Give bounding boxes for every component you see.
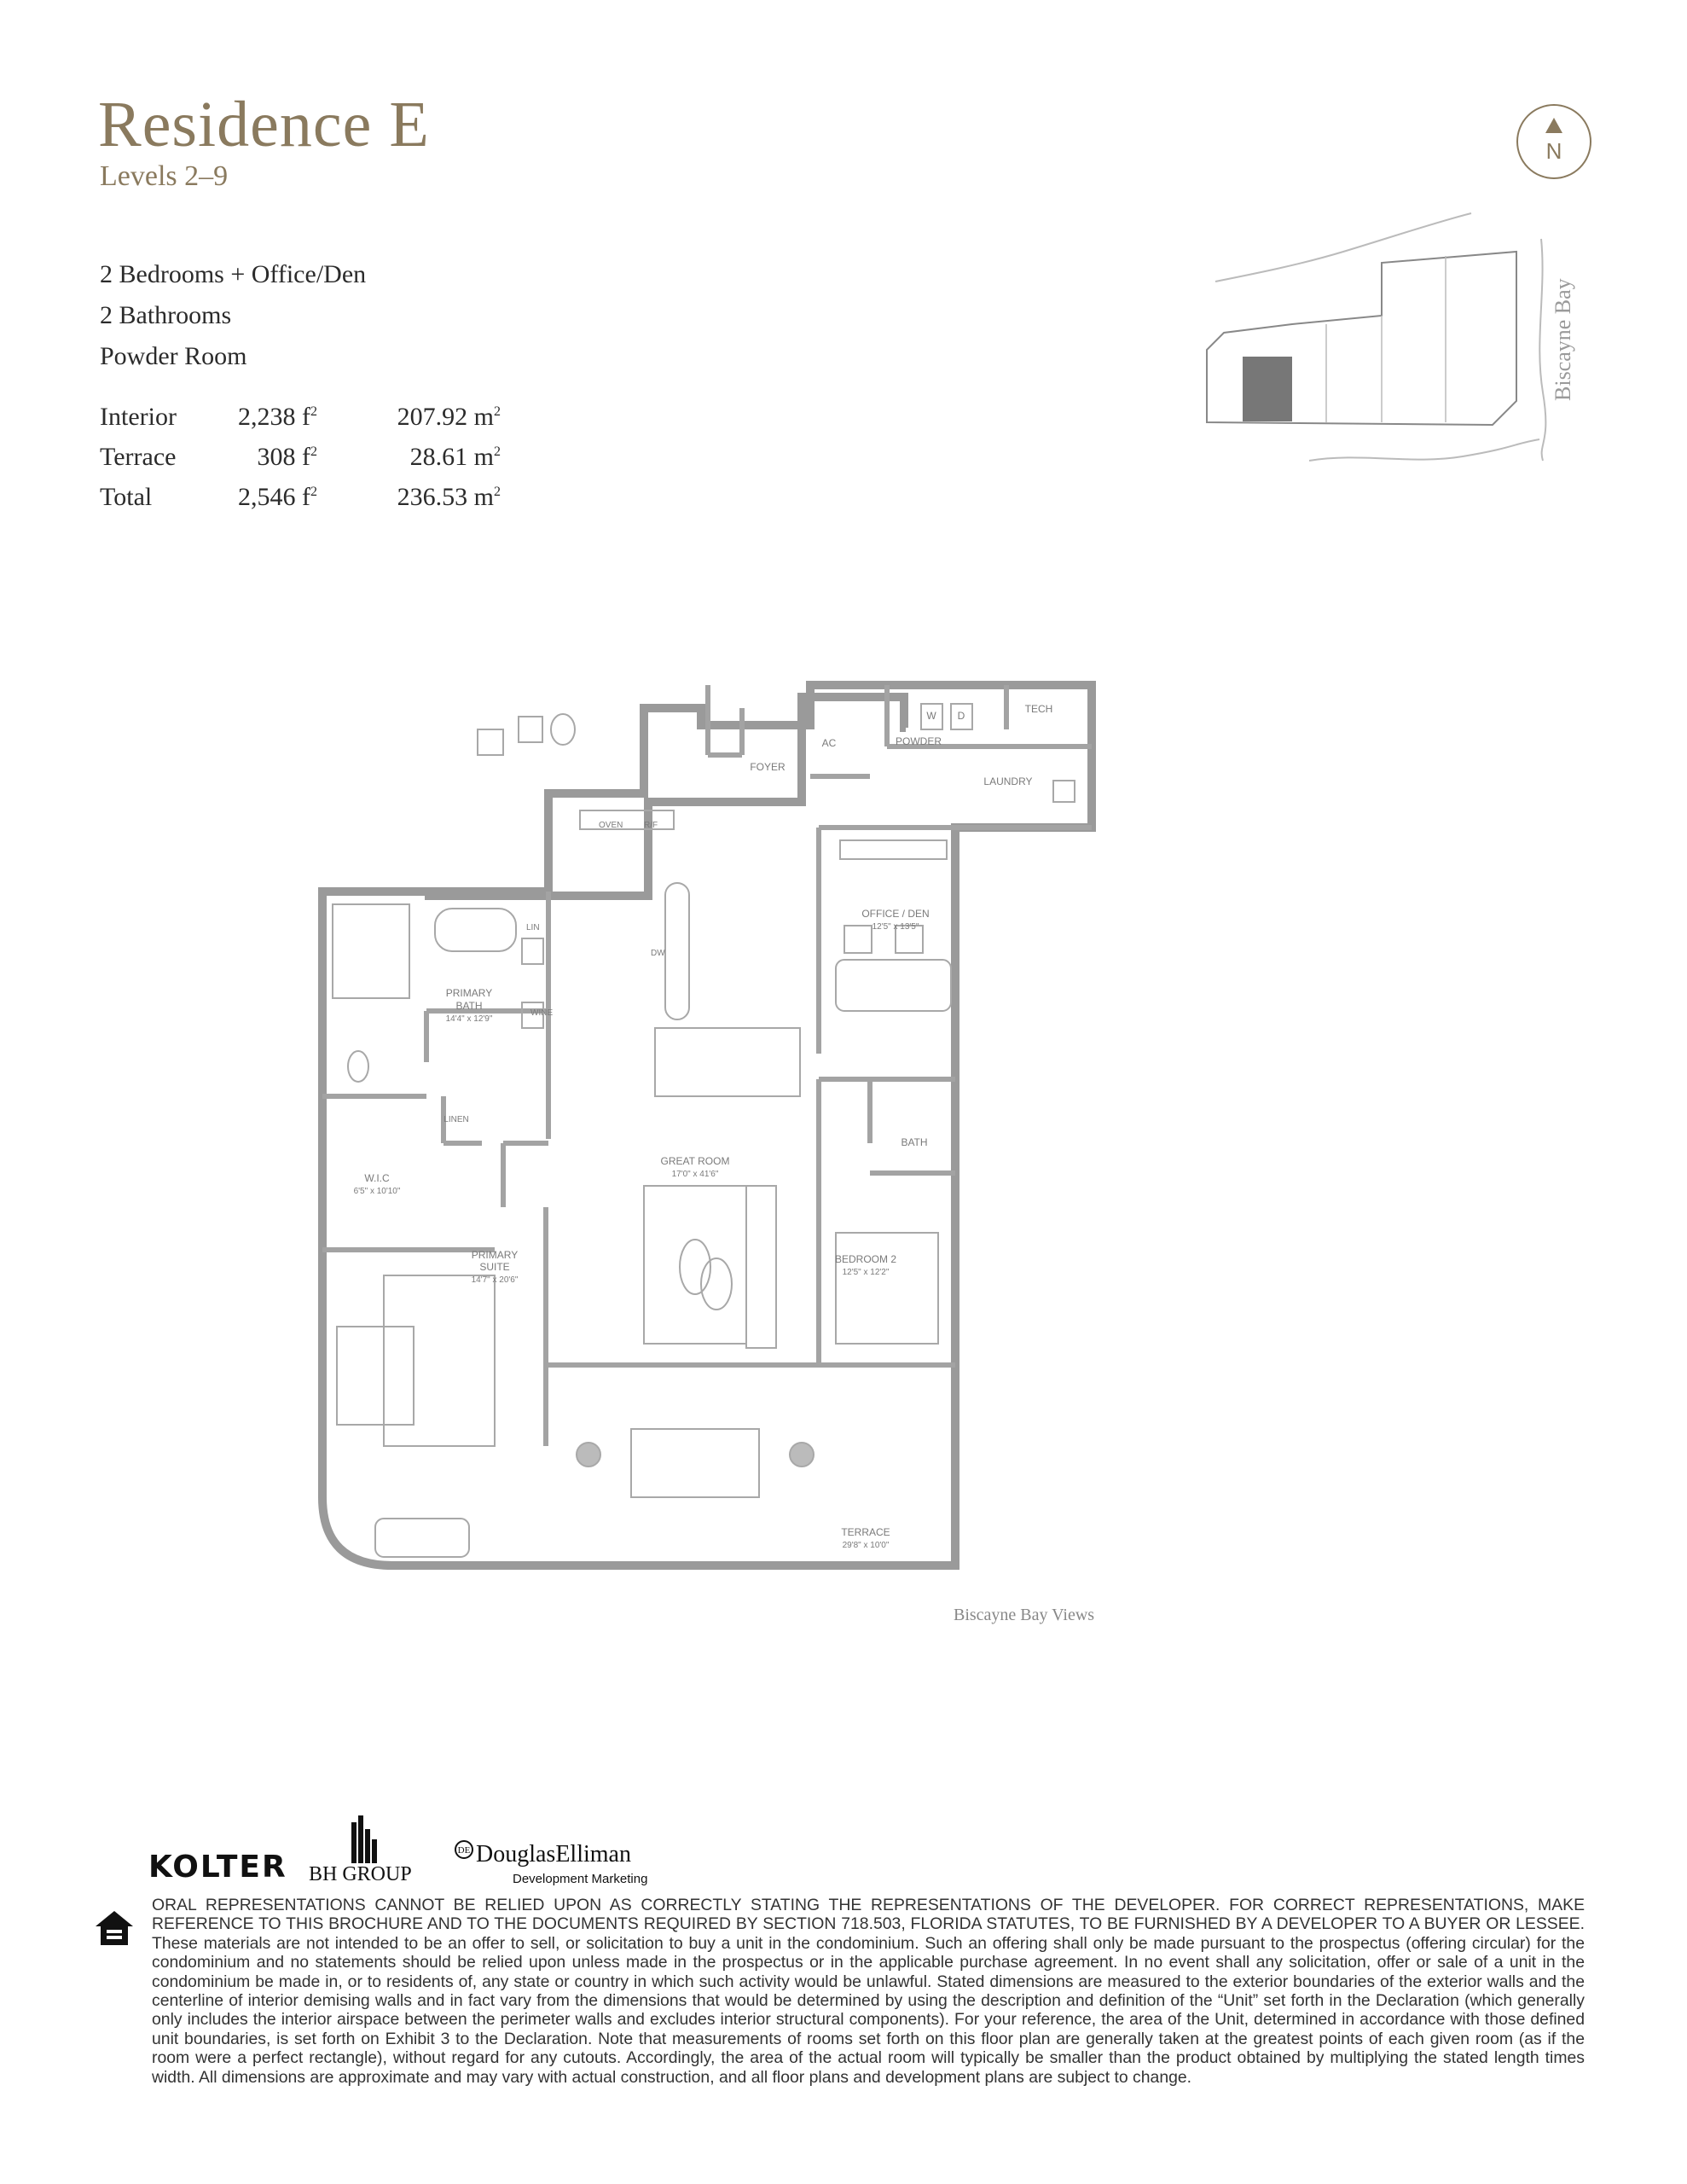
bh-group-logo: BH GROUP: [309, 1863, 412, 1885]
room-lin: LIN: [526, 923, 540, 932]
area-sqm: 207.92 $m^2$: [397, 403, 501, 431]
room-laundry: LAUNDRY: [983, 775, 1033, 787]
compass-letter: N: [1545, 138, 1562, 164]
room-primary-suite-2: SUITE: [479, 1261, 510, 1273]
room-terrace-dim: 29'8" x 10'0": [842, 1541, 890, 1550]
douglas-elliman-logo-icon: [454, 1839, 474, 1860]
area-label: Interior: [100, 403, 177, 431]
area-table: [100, 403, 501, 523]
room-d: D: [957, 710, 965, 722]
room-dw: DW: [651, 949, 665, 958]
feature-item: 2 Bedrooms + Office/Den: [100, 260, 367, 288]
room-foyer: FOYER: [750, 761, 786, 773]
area-sqft: 2,238 $f^2$: [238, 403, 317, 431]
room-primary-suite-dim: 14'7" x 20'6": [471, 1275, 519, 1285]
room-rf: R/F: [644, 821, 658, 830]
residence-title: Residence E: [98, 89, 430, 160]
key-plan: [1190, 205, 1557, 481]
room-bath: BATH: [901, 1136, 928, 1148]
room-office-dim: 12'5" x 13'5": [872, 922, 919, 932]
area-label: Terrace: [100, 443, 177, 471]
bh-group-logo-mark: [346, 1815, 380, 1863]
room-primary-suite: PRIMARY: [471, 1249, 519, 1261]
room-oven: OVEN: [599, 821, 623, 830]
bay-label: Biscayne Bay: [1551, 278, 1575, 401]
floor-plan: [353, 678, 1126, 1607]
douglas-elliman-logo: DouglasElliman: [476, 1841, 631, 1867]
room-wic: W.I.C: [364, 1172, 390, 1184]
room-linen: LINEN: [443, 1115, 469, 1124]
room-bedroom-2-dim: 12'5" x 12'2": [842, 1268, 890, 1277]
area-sqm: 236.53 $m^2$: [397, 483, 501, 511]
kolter-logo: KOLTER: [148, 1850, 287, 1885]
north-compass-icon: [1516, 104, 1591, 179]
room-primary-bath-dim: 14'4" x 12'9": [445, 1014, 493, 1024]
area-row-interior: [100, 403, 501, 443]
equal-housing-icon: [92, 1908, 136, 1952]
room-primary-bath-2: BATH: [455, 1000, 483, 1012]
room-w: W: [926, 710, 936, 722]
room-great-room: GREAT ROOM: [660, 1155, 730, 1167]
views-label: Biscayne Bay Views: [954, 1606, 1095, 1624]
levels-subtitle: Levels 2–9: [100, 160, 229, 192]
douglas-elliman-sub: Development Marketing: [513, 1872, 648, 1886]
area-row-total: [100, 483, 501, 523]
legal-disclaimer: ORAL REPRESENTATIONS CANNOT BE RELIED UPON AS CORRECTLY STATING THE REPRESENTATIONS OF THE DEVELOPER. FOR CORRECT REPRESENTATIONS, MAKE REFERENCE TO THIS BROCHURE AND TO THE DOCUMENTS REQUIRED BY SECTION 718.503, FLORIDA STATUTES, TO BE FURNISHED BY A DEVELOPER TO A BUYER OR LESSEE. These materials are not intended to be an offer to sell, or solicitation to buy a unit in the condominium. Such an offering shall only be made pursuant to the prospectus (offering circular) for the condominium and no statements should be relied upon unless made in the prospectus or in the applicable purchase agreement. In no event shall any solicitation, offer or sale of a unit in the condominium be made in, or to residents of, any state or country in which such activity would be unlawful. Stated dimensions are measured to the exterior boundaries of the exterior walls and the centerline of interior demising walls and in fact vary from the dimensions that would be determined by using the description and definition of the “Unit” set forth in the Declaration (which generally only includes the interior airspace between the perimeter walls and excludes interior structural components). For your reference, the area of the Unit, determined in accordance with those defined unit boundaries, is set forth on Exhibit 3 to the Declaration. Note that measurements of rooms set forth on this floor plan are generally taken at the greatest points of each given room (as if the room were a perfect rectangle), without regard for any cutouts. Accordingly, the area of the actual room will typically be smaller than the product obtained by multiplying the stated length times width. All dimensions are approximate and may vary with actual construction, and all floor plans and development plans are subject to change.: [152, 1896, 1585, 2087]
room-primary-bath: PRIMARY: [445, 987, 493, 999]
room-terrace: TERRACE: [841, 1526, 890, 1538]
room-powder: POWDER: [896, 735, 942, 747]
room-tech: TECH: [1024, 703, 1053, 715]
room-ac: AC: [821, 737, 837, 749]
feature-item: Powder Room: [100, 342, 247, 370]
room-bedroom-2: BEDROOM 2: [834, 1253, 897, 1265]
area-sqft: 308 $f^2$: [257, 443, 317, 471]
room-wic-dim: 6'5" x 10'10": [353, 1187, 401, 1196]
area-label: Total: [100, 483, 153, 511]
room-great-room-dim: 17'0" x 41'6": [671, 1170, 719, 1179]
area-row-terrace: [100, 443, 501, 483]
room-wine: WINE: [530, 1008, 554, 1018]
features-list: [100, 254, 366, 377]
area-sqm: 28.61 $m^2$: [409, 443, 501, 471]
svg-text:DE: DE: [457, 1845, 471, 1856]
feature-item: 2 Bathrooms: [100, 301, 232, 329]
area-sqft: 2,546 $f^2$: [238, 483, 317, 511]
room-office: OFFICE / DEN: [861, 908, 930, 920]
